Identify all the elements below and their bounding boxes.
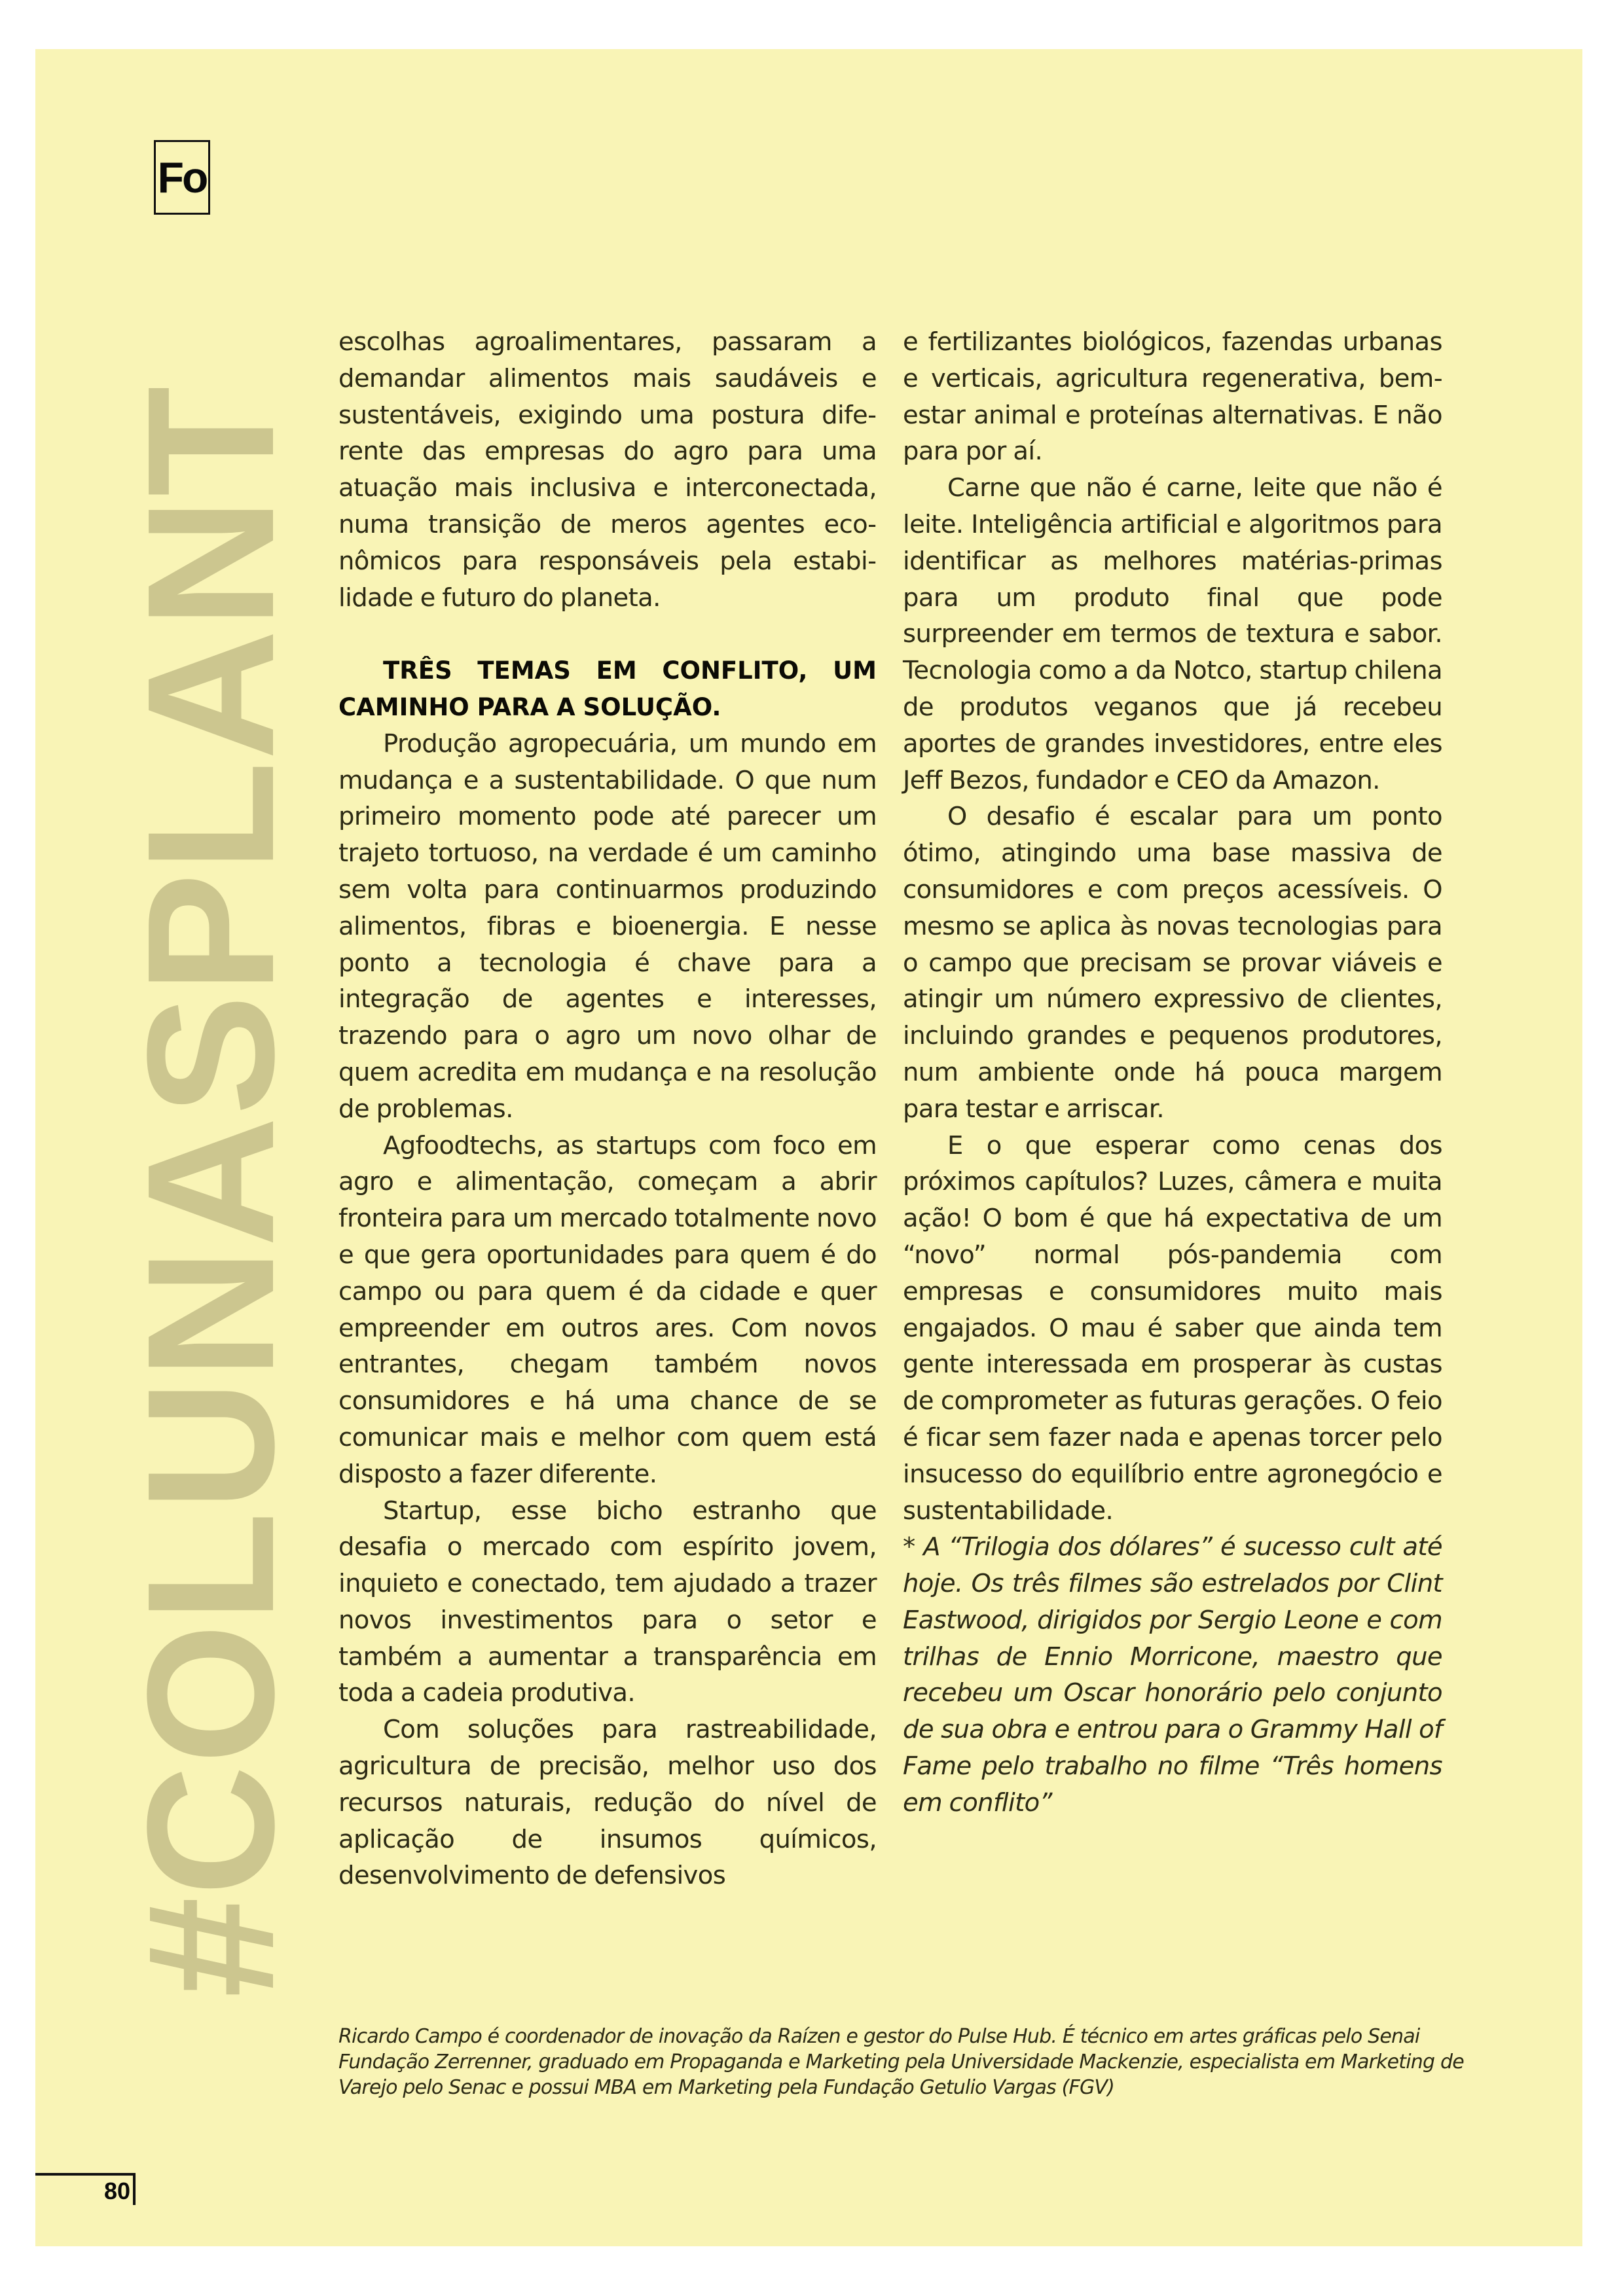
paragraph: Agfoodtechs, as startups com foco em agro e alimentação, começam a abrir fronteira para um mercado totalmente novo e que gera oportunidades para quem é do campo ou para quem é da cidade e quer empreender em outros ares. Com novos entrantes, chegam também novos consumidores e há uma chance de se comunicar mais e melhor com quem está disposto a fazer diferente. [338, 1130, 877, 1489]
paragraph: Carne que não é carne, leite que não é leite. Inteligência artificial e algoritmos para identificar as melhores matérias-primas para um produto final que pode surpreender em termos de textura e sabor. Tecnologia como a da Notco, startup chilena de produtos veganos que já recebeu aportes de grandes investidores, entre eles Jeff Bezos, fundador e CEO da Amazon. [903, 473, 1442, 795]
vertical-title-text: #COLUNASPLANT [110, 384, 312, 1998]
paragraph: Com soluções para rastreabilidade, agricultura de precisão, melhor uso dos recursos naturais, redução do nível de aplicação de insumos químicos, desenvolvimento de defensivos [338, 1715, 877, 1891]
magazine-logo [154, 140, 210, 215]
footnote: * A “Trilogia dos dólares” é sucesso cult até hoje. Os três filmes são estrelados por Clint Eastwood, dirigidos por Sergio Leone e com trilhas de Ennio Morricone, maestro que recebeu um Oscar honorário pelo conjunto de sua obra e entrou para o Grammy Hall of Fame pelo trabalho no filme “Três homens em conflito” [903, 1532, 1442, 1818]
paragraph: E o que esperar como cenas dos próximos capítulos? Luzes, câmera e muita ação! O bom é que há expectativa de um “novo” normal pós-pandemia com empresas e consumidores muito mais engajados. O mau é saber que ainda tem gente interessada em prosperar às custas de comprometer as futuras gerações. O feio é ficar sem fazer nada e apenas torcer pelo insucesso do equilíbrio entre agronegócio e sustentabilidade. [903, 1130, 1442, 1526]
page-number: 80 [103, 2178, 130, 2204]
paragraph: e fertilizantes biológicos, fazendas urbanas e verticais, agricultura regenerativa, bem-estar animal e proteínas alternativas. E não para por aí. [903, 327, 1442, 467]
article-column-left [338, 324, 877, 1894]
section-vertical-title [110, 242, 312, 2140]
paragraph: Startup, esse bicho estranho que desafia o mercado com espírito jovem, inquieto e conectado, tem ajudado a trazer novos investimentos para o setor e também a aumentar a transparência em toda a cadeia produtiva. [338, 1496, 877, 1708]
magazine-page [35, 49, 1582, 2246]
author-bio: Ricardo Campo é coordenador de inovação da Raízen e gestor do Pulse Hub. É técnico em artes gráficas pelo Senai Fundação Zerrenner, graduado em Propaganda e Marketing pela Universidade Mackenzie, especialista em Marketing de Varejo pelo Senac e possui MBA em Marketing pela Fundação Getulio Vargas (FGV) [338, 2025, 1464, 2099]
paragraph: Produção agropecuária, um mundo em mudança e a sustentabilidade. O que num primeiro momento pode até parecer um trajeto tortuoso, na verdade é um caminho sem volta para continuarmos produzindo alimentos, fibras e bioenergia. E nesse ponto a tecnologia é chave para a integração de agentes e interesses, trazendo para o agro um novo olhar de quem acredita em mudança e na resolução de problemas. [338, 728, 877, 1124]
logo-text: Fo [157, 153, 207, 202]
article-column-right [903, 324, 1442, 1821]
paragraph: escolhas agroalimentares, passaram a demandar alimentos mais saudáveis e sustentáveis, exigindo uma postura diferente das empresas do agro para uma atuação mais inclusiva e interconectada, numa transição de meros agentes econômicos para responsáveis pela estabilidade e futuro do planeta. [338, 327, 877, 613]
paragraph: O desafio é escalar para um ponto ótimo, atingindo uma base massiva de consumidores e com preços acessíveis. O mesmo se aplica às novas tecnologias para o campo que precisam se provar viáveis e atingir um número expressivo de clientes, incluindo grandes e pequenos produtores, num ambiente onde há pouca margem para testar e arriscar. [903, 802, 1442, 1124]
section-heading: TRÊS TEMAS EM CONFLITO, UM CAMINHO PARA A SOLUÇÃO. [338, 656, 877, 721]
